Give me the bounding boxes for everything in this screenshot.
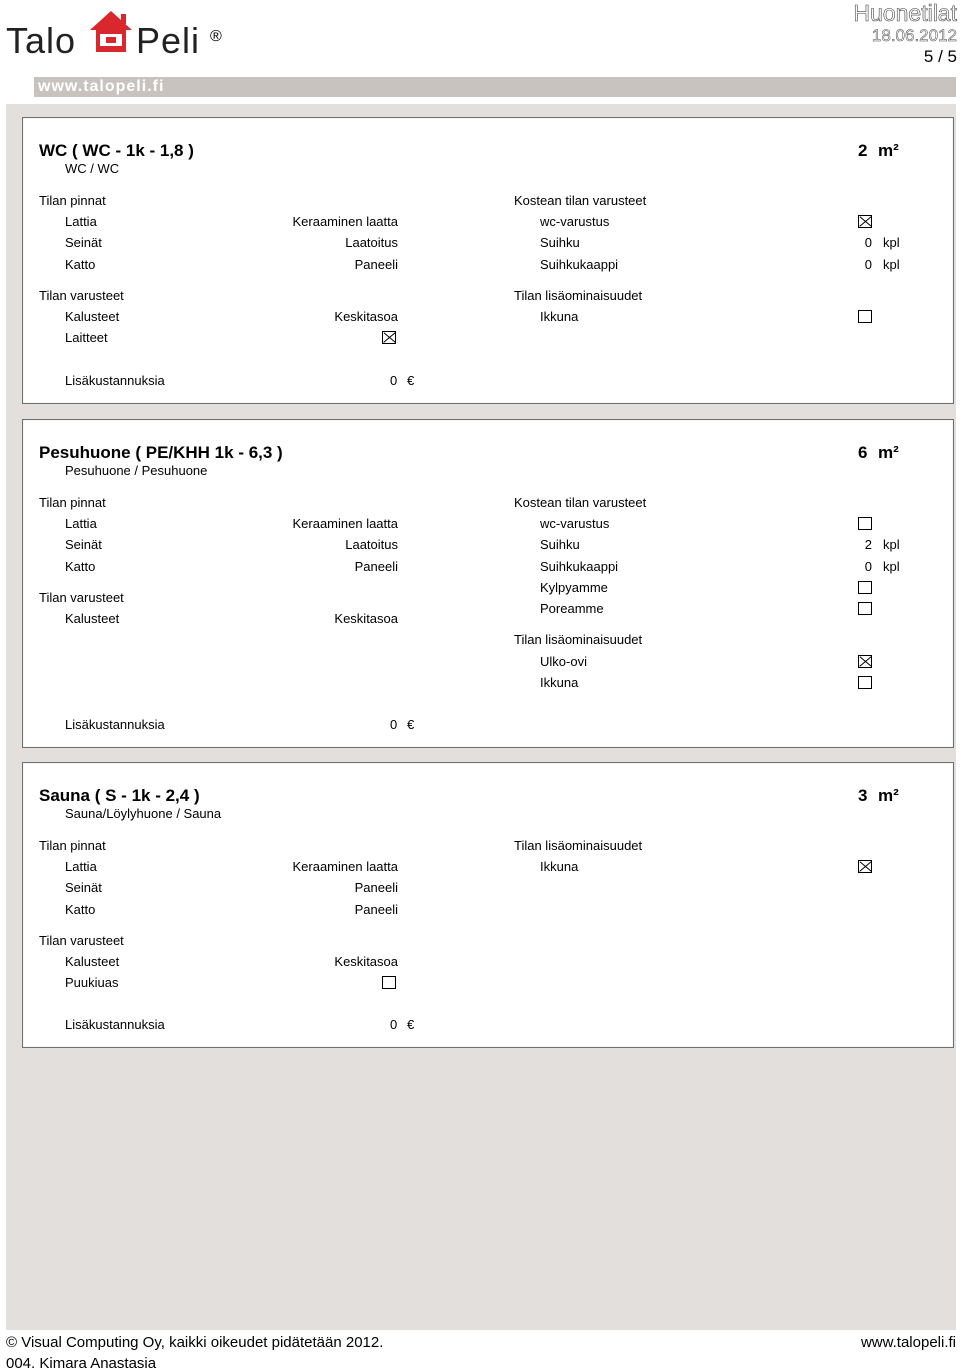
extras-heading: Tilan lisäominaisuudet [514, 288, 643, 303]
surface-value: Keraaminen laatta [292, 214, 398, 229]
surfaces-heading: Tilan pinnat [39, 838, 106, 853]
room-area-unit: m² [878, 786, 899, 805]
surface-value: Paneeli [354, 902, 398, 917]
wet-room-heading: Kostean tilan varusteet [514, 193, 647, 208]
wet-item-unit: kpl [883, 235, 900, 250]
extras-heading: Tilan lisäominaisuudet [514, 838, 643, 853]
room-area-value: 6 [858, 443, 868, 462]
room-title: Pesuhuone ( PE/KHH 1k - 6,3 ) [39, 443, 283, 462]
registered-mark: ® [210, 28, 222, 45]
extra-costs-label: Lisäkustannuksia [65, 373, 165, 388]
furnishing-value: Keskitasoa [334, 309, 398, 324]
furnishings-heading: Tilan varusteet [39, 590, 124, 605]
project-name: 004. Kimara Anastasia [6, 1355, 157, 1372]
room-subtitle: Sauna/Löylyhuone / Sauna [65, 806, 222, 821]
furnishings-heading: Tilan varusteet [39, 288, 124, 303]
extra-costs-value: 0 [390, 373, 398, 388]
wet-room-heading: Kostean tilan varusteet [514, 495, 647, 510]
currency-symbol: € [407, 717, 415, 732]
surface-label: Katto [65, 902, 96, 917]
extra-costs-value: 0 [390, 717, 398, 732]
extra-costs-label: Lisäkustannuksia [65, 717, 165, 732]
footer-website-link[interactable]: www.talopeli.fi [860, 1334, 956, 1351]
wet-item-label: Suihku [540, 537, 580, 552]
surface-value: Paneeli [354, 880, 398, 895]
extra-item-label: Ikkuna [540, 309, 579, 324]
furnishing-label: Kalusteet [65, 954, 120, 969]
extra-item-label: Ulko-ovi [540, 654, 587, 669]
furnishing-value: Keskitasoa [334, 611, 398, 626]
page-title: Huonetilat [853, 0, 957, 26]
room-title: WC ( WC - 1k - 1,8 ) [39, 141, 194, 160]
furnishing-label: Laitteet [65, 330, 108, 345]
wet-item-qty: 0 [864, 257, 872, 272]
wet-item-label: Kylpyamme [540, 580, 608, 595]
surface-value: Keraaminen laatta [292, 859, 398, 874]
checked-box-icon[interactable] [858, 655, 872, 668]
surfaces-heading: Tilan pinnat [39, 495, 106, 510]
room-subtitle: WC / WC [65, 161, 120, 176]
unchecked-box-icon[interactable] [858, 310, 872, 323]
checked-box-icon[interactable] [858, 860, 872, 873]
furnishing-label: Kalusteet [65, 309, 120, 324]
surface-value: Keraaminen laatta [292, 516, 398, 531]
unchecked-box-icon[interactable] [858, 676, 872, 689]
currency-symbol: € [407, 373, 415, 388]
surface-label: Seinät [65, 235, 102, 250]
checked-box-icon[interactable] [382, 331, 396, 344]
wet-item-label: wc-varustus [540, 516, 610, 531]
extra-costs-value: 0 [390, 1017, 398, 1032]
unchecked-box-icon[interactable] [382, 976, 396, 989]
surfaces-heading: Tilan pinnat [39, 193, 106, 208]
room-card-wc [22, 117, 954, 404]
furnishing-label: Puukiuas [65, 975, 119, 990]
extra-item-label: Ikkuna [540, 675, 579, 690]
room-area-unit: m² [878, 443, 899, 462]
room-area-value: 2 [858, 141, 868, 160]
wet-item-qty: 2 [864, 537, 872, 552]
wet-item-qty: 0 [864, 235, 872, 250]
room-card-sauna [22, 762, 954, 1048]
room-subtitle: Pesuhuone / Pesuhuone [65, 463, 208, 478]
url-banner[interactable] [34, 77, 956, 97]
currency-symbol: € [407, 1017, 415, 1032]
wet-item-unit: kpl [883, 559, 900, 574]
wet-item-unit: kpl [883, 257, 900, 272]
wet-item-label: Suihkukaappi [540, 257, 619, 272]
surface-label: Lattia [65, 214, 97, 229]
extra-costs-label: Lisäkustannuksia [65, 1017, 165, 1032]
logo-text-talo: Talo [6, 20, 77, 61]
url-banner-text[interactable]: www.talopeli.fi [38, 78, 165, 95]
surface-label: Katto [65, 257, 96, 272]
wet-item-qty: 0 [864, 559, 872, 574]
wet-item-label: Poreamme [540, 601, 604, 616]
furnishing-label: Kalusteet [65, 611, 120, 626]
surface-label: Katto [65, 559, 96, 574]
unchecked-box-icon[interactable] [858, 581, 872, 594]
surface-value: Paneeli [354, 559, 398, 574]
surface-label: Lattia [65, 859, 97, 874]
surface-label: Lattia [65, 516, 97, 531]
wet-item-label: Suihkukaappi [540, 559, 619, 574]
room-title: Sauna ( S - 1k - 2,4 ) [39, 786, 200, 805]
report-date: 18.06.2012 [871, 26, 957, 45]
unchecked-box-icon[interactable] [858, 517, 872, 530]
page-number: 5 / 5 [923, 47, 957, 66]
extras-heading: Tilan lisäominaisuudet [514, 632, 643, 647]
house-logo-icon [88, 10, 134, 54]
furnishing-value: Keskitasoa [334, 954, 398, 969]
surface-label: Seinät [65, 537, 102, 552]
wet-item-label: Suihku [540, 235, 580, 250]
surface-label: Seinät [65, 880, 102, 895]
surface-value: Laatoitus [345, 235, 398, 250]
surface-value: Paneeli [354, 257, 398, 272]
copyright-text: © Visual Computing Oy, kaikki oikeudet pidätetään 2012. [6, 1334, 384, 1351]
content-area [6, 104, 956, 1330]
wet-item-label: wc-varustus [540, 214, 610, 229]
room-area-unit: m² [878, 141, 899, 160]
room-card-pesuhuone [22, 419, 954, 748]
unchecked-box-icon[interactable] [858, 602, 872, 615]
room-area-value: 3 [858, 786, 868, 805]
wet-item-unit: kpl [883, 537, 900, 552]
surface-value: Laatoitus [345, 537, 398, 552]
furnishings-heading: Tilan varusteet [39, 933, 124, 948]
logo-text-peli: Peli [136, 20, 201, 61]
checked-box-icon[interactable] [858, 215, 872, 228]
extra-item-label: Ikkuna [540, 859, 579, 874]
